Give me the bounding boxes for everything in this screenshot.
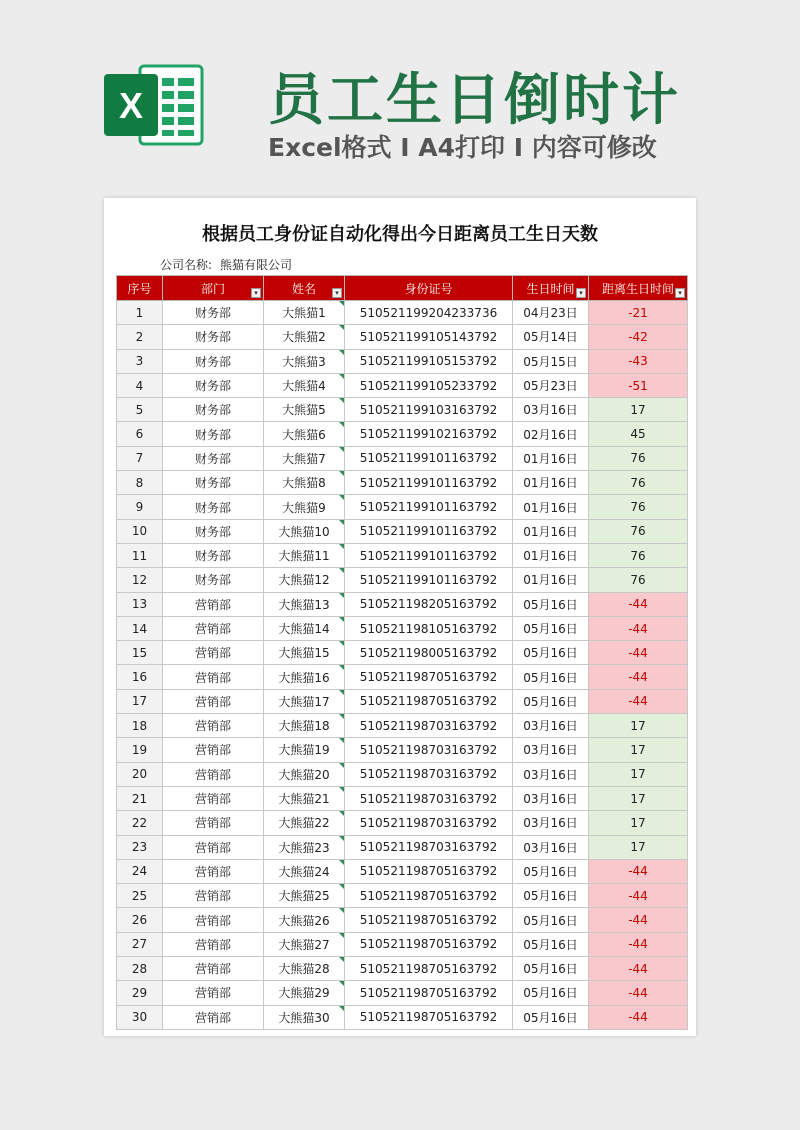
cell-no[interactable]: 3 (117, 349, 163, 373)
cell-birthday[interactable]: 01月16日 (513, 446, 589, 470)
table-row (117, 786, 688, 810)
cell-name[interactable]: 大熊猫22 (264, 811, 345, 835)
cell-id[interactable]: 510521198703163792 (345, 762, 513, 786)
cell-birthday[interactable]: 05月16日 (513, 689, 589, 713)
cell-no[interactable]: 2 (117, 325, 163, 349)
cell-name[interactable]: 大熊猫1 (264, 301, 345, 325)
cell-dept[interactable]: 财务部 (163, 422, 264, 446)
table-row (117, 957, 688, 981)
cell-dept[interactable]: 营销部 (163, 811, 264, 835)
table-row (117, 349, 688, 373)
table-row (117, 471, 688, 495)
cell-dept[interactable]: 营销部 (163, 616, 264, 640)
cell-no[interactable]: 17 (117, 689, 163, 713)
cell-dept[interactable]: 营销部 (163, 714, 264, 738)
cell-name[interactable]: 大熊猫24 (264, 859, 345, 883)
cell-birthday[interactable]: 05月16日 (513, 592, 589, 616)
cell-no[interactable]: 28 (117, 957, 163, 981)
cell-days[interactable]: 76 (589, 471, 688, 495)
cell-id[interactable]: 510521198705163792 (345, 689, 513, 713)
cell-name[interactable]: 大熊猫21 (264, 786, 345, 810)
table-row (117, 835, 688, 859)
page-subtitle: Excel格式 Ⅰ A4打印 Ⅰ 内容可修改 (268, 133, 657, 162)
cell-birthday[interactable]: 05月15日 (513, 349, 589, 373)
company-line (160, 256, 292, 273)
cell-days[interactable]: -21 (589, 301, 688, 325)
table-row (117, 592, 688, 616)
cell-name[interactable]: 大熊猫13 (264, 592, 345, 616)
cell-no[interactable]: 5 (117, 398, 163, 422)
filter-dropdown-icon[interactable]: ▾ (675, 288, 685, 298)
cell-birthday[interactable]: 01月16日 (513, 471, 589, 495)
cell-days[interactable]: -44 (589, 908, 688, 932)
cell-id[interactable]: 510521198705163792 (345, 665, 513, 689)
cell-no[interactable]: 6 (117, 422, 163, 446)
cell-birthday[interactable]: 01月16日 (513, 568, 589, 592)
cell-days[interactable]: 76 (589, 495, 688, 519)
cell-id[interactable]: 510521198703163792 (345, 786, 513, 810)
cell-dept[interactable]: 财务部 (163, 349, 264, 373)
cell-dept[interactable]: 营销部 (163, 859, 264, 883)
filter-dropdown-icon[interactable]: ▾ (576, 288, 586, 298)
cell-days[interactable]: -44 (589, 616, 688, 640)
cell-birthday[interactable]: 05月23日 (513, 373, 589, 397)
cell-name[interactable]: 大熊猫2 (264, 325, 345, 349)
cell-birthday[interactable]: 05月16日 (513, 957, 589, 981)
cell-name[interactable]: 大熊猫11 (264, 543, 345, 567)
cell-days[interactable]: 76 (589, 519, 688, 543)
table-row (117, 301, 688, 325)
cell-name[interactable]: 大熊猫7 (264, 446, 345, 470)
cell-id[interactable]: 510521199101163792 (345, 471, 513, 495)
cell-dept[interactable]: 营销部 (163, 665, 264, 689)
cell-birthday[interactable]: 05月14日 (513, 325, 589, 349)
cell-days[interactable]: -42 (589, 325, 688, 349)
page-title: 员工生日倒时计 (268, 68, 681, 133)
spreadsheet-sheet (104, 198, 696, 1036)
cell-id[interactable]: 510521199101163792 (345, 519, 513, 543)
cell-days[interactable]: 17 (589, 786, 688, 810)
cell-days[interactable]: -51 (589, 373, 688, 397)
cell-id[interactable]: 510521198703163792 (345, 811, 513, 835)
table-row (117, 568, 688, 592)
filter-dropdown-icon[interactable]: ▾ (251, 288, 261, 298)
cell-no[interactable]: 10 (117, 519, 163, 543)
table-row (117, 811, 688, 835)
cell-birthday[interactable]: 05月16日 (513, 859, 589, 883)
cell-no[interactable]: 12 (117, 568, 163, 592)
cell-dept[interactable]: 营销部 (163, 981, 264, 1005)
cell-dept[interactable]: 营销部 (163, 762, 264, 786)
table-row (117, 446, 688, 470)
cell-id[interactable]: 510521198705163792 (345, 957, 513, 981)
cell-dept[interactable]: 营销部 (163, 689, 264, 713)
cell-birthday[interactable]: 03月16日 (513, 835, 589, 859)
cell-no[interactable]: 25 (117, 884, 163, 908)
cell-dept[interactable]: 财务部 (163, 373, 264, 397)
cell-days[interactable]: 17 (589, 835, 688, 859)
cell-no[interactable]: 8 (117, 471, 163, 495)
cell-no[interactable]: 18 (117, 714, 163, 738)
cell-days[interactable]: 17 (589, 762, 688, 786)
cell-name[interactable]: 大熊猫20 (264, 762, 345, 786)
cell-birthday[interactable]: 03月16日 (513, 738, 589, 762)
cell-dept[interactable]: 营销部 (163, 932, 264, 956)
cell-id[interactable]: 510521198705163792 (345, 908, 513, 932)
cell-dept[interactable]: 财务部 (163, 301, 264, 325)
cell-name[interactable]: 大熊猫30 (264, 1005, 345, 1029)
cell-days[interactable]: 45 (589, 422, 688, 446)
cell-id[interactable]: 510521199105143792 (345, 325, 513, 349)
cell-birthday[interactable]: 05月16日 (513, 884, 589, 908)
cell-no[interactable]: 21 (117, 786, 163, 810)
cell-name[interactable]: 大熊猫29 (264, 981, 345, 1005)
cell-name[interactable]: 大熊猫16 (264, 665, 345, 689)
cell-dept[interactable]: 营销部 (163, 592, 264, 616)
cell-birthday[interactable]: 01月16日 (513, 495, 589, 519)
cell-days[interactable]: -44 (589, 689, 688, 713)
cell-no[interactable]: 15 (117, 641, 163, 665)
cell-dept[interactable]: 营销部 (163, 884, 264, 908)
table-row (117, 543, 688, 567)
cell-days[interactable]: -44 (589, 859, 688, 883)
table-row (117, 908, 688, 932)
cell-no[interactable]: 13 (117, 592, 163, 616)
cell-id[interactable]: 510521198205163792 (345, 592, 513, 616)
column-header-days[interactable]: 距离生日时间 ▾ (589, 276, 688, 301)
cell-name[interactable]: 大熊猫17 (264, 689, 345, 713)
cell-no[interactable]: 1 (117, 301, 163, 325)
cell-birthday[interactable]: 05月16日 (513, 932, 589, 956)
cell-birthday[interactable]: 05月16日 (513, 981, 589, 1005)
table-row (117, 884, 688, 908)
cell-birthday[interactable]: 01月16日 (513, 543, 589, 567)
cell-name[interactable]: 大熊猫5 (264, 398, 345, 422)
cell-dept[interactable]: 财务部 (163, 471, 264, 495)
cell-id[interactable]: 510521198705163792 (345, 859, 513, 883)
cell-id[interactable]: 510521198005163792 (345, 641, 513, 665)
cell-no[interactable]: 4 (117, 373, 163, 397)
cell-id[interactable]: 510521199105153792 (345, 349, 513, 373)
cell-birthday[interactable]: 05月16日 (513, 1005, 589, 1029)
cell-birthday[interactable]: 01月16日 (513, 519, 589, 543)
cell-name[interactable]: 大熊猫19 (264, 738, 345, 762)
cell-no[interactable]: 24 (117, 859, 163, 883)
cell-days[interactable]: -44 (589, 981, 688, 1005)
cell-days[interactable]: -44 (589, 641, 688, 665)
cell-name[interactable]: 大熊猫4 (264, 373, 345, 397)
cell-no[interactable]: 20 (117, 762, 163, 786)
cell-dept[interactable]: 财务部 (163, 519, 264, 543)
cell-name[interactable]: 大熊猫15 (264, 641, 345, 665)
cell-name[interactable]: 大熊猫26 (264, 908, 345, 932)
birthday-table (116, 275, 688, 1030)
cell-dept[interactable]: 财务部 (163, 495, 264, 519)
cell-id[interactable]: 510521198705163792 (345, 884, 513, 908)
cell-days[interactable]: 17 (589, 738, 688, 762)
cell-id[interactable]: 510521198105163792 (345, 616, 513, 640)
cell-dept[interactable]: 营销部 (163, 835, 264, 859)
cell-id[interactable]: 510521199101163792 (345, 568, 513, 592)
cell-name[interactable]: 大熊猫8 (264, 471, 345, 495)
cell-name[interactable]: 大熊猫25 (264, 884, 345, 908)
cell-name[interactable]: 大熊猫14 (264, 616, 345, 640)
cell-id[interactable]: 510521198703163792 (345, 738, 513, 762)
table-row (117, 981, 688, 1005)
column-header-id[interactable]: 身份证号 (345, 276, 513, 301)
cell-dept[interactable]: 营销部 (163, 641, 264, 665)
logo-letter: X (118, 85, 144, 126)
table-row (117, 665, 688, 689)
cell-name[interactable]: 大熊猫10 (264, 519, 345, 543)
cell-name[interactable]: 大熊猫12 (264, 568, 345, 592)
cell-days[interactable]: -44 (589, 592, 688, 616)
cell-no[interactable]: 16 (117, 665, 163, 689)
company-label: 公司名称: (160, 258, 213, 272)
cell-no[interactable]: 19 (117, 738, 163, 762)
cell-id[interactable]: 510521199101163792 (345, 543, 513, 567)
cell-dept[interactable]: 财务部 (163, 398, 264, 422)
table-row (117, 616, 688, 640)
cell-birthday[interactable]: 03月16日 (513, 714, 589, 738)
cell-no[interactable]: 22 (117, 811, 163, 835)
table-row (117, 714, 688, 738)
cell-dept[interactable]: 营销部 (163, 957, 264, 981)
cell-days[interactable]: -44 (589, 665, 688, 689)
table-row (117, 495, 688, 519)
cell-dept[interactable]: 营销部 (163, 738, 264, 762)
cell-birthday[interactable]: 04月23日 (513, 301, 589, 325)
cell-days[interactable]: 76 (589, 543, 688, 567)
filter-dropdown-icon[interactable]: ▾ (332, 288, 342, 298)
cell-days[interactable]: 17 (589, 811, 688, 835)
cell-id[interactable]: 510521198703163792 (345, 714, 513, 738)
cell-no[interactable]: 11 (117, 543, 163, 567)
table-row (117, 398, 688, 422)
cell-birthday[interactable]: 02月16日 (513, 422, 589, 446)
cell-name[interactable]: 大熊猫27 (264, 932, 345, 956)
cell-no[interactable]: 27 (117, 932, 163, 956)
cell-dept[interactable]: 财务部 (163, 543, 264, 567)
table-row (117, 738, 688, 762)
table-row (117, 373, 688, 397)
column-header-no[interactable]: 序号 (117, 276, 163, 301)
table-row (117, 859, 688, 883)
cell-dept[interactable]: 财务部 (163, 325, 264, 349)
column-header-name[interactable]: 姓名 ▾ (264, 276, 345, 301)
cell-birthday[interactable]: 05月16日 (513, 641, 589, 665)
cell-id[interactable]: 510521198705163792 (345, 932, 513, 956)
cell-no[interactable]: 7 (117, 446, 163, 470)
cell-name[interactable]: 大熊猫18 (264, 714, 345, 738)
company-name: 熊猫有限公司 (220, 258, 293, 272)
cell-days[interactable]: -43 (589, 349, 688, 373)
cell-days[interactable]: 17 (589, 714, 688, 738)
cell-dept[interactable]: 财务部 (163, 446, 264, 470)
table-row (117, 932, 688, 956)
cell-name[interactable]: 大熊猫9 (264, 495, 345, 519)
cell-birthday[interactable]: 03月16日 (513, 398, 589, 422)
table-row (117, 641, 688, 665)
cell-birthday[interactable]: 05月16日 (513, 665, 589, 689)
excel-logo-icon (104, 62, 204, 148)
cell-id[interactable]: 510521199105233792 (345, 373, 513, 397)
cell-days[interactable]: 76 (589, 446, 688, 470)
cell-id[interactable]: 510521199102163792 (345, 422, 513, 446)
cell-id[interactable]: 510521199204233736 (345, 301, 513, 325)
cell-name[interactable]: 大熊猫23 (264, 835, 345, 859)
cell-days[interactable]: -44 (589, 1005, 688, 1029)
cell-days[interactable]: -44 (589, 932, 688, 956)
cell-dept[interactable]: 财务部 (163, 568, 264, 592)
cell-id[interactable]: 510521199101163792 (345, 446, 513, 470)
table-row (117, 519, 688, 543)
cell-no[interactable]: 9 (117, 495, 163, 519)
cell-dept[interactable]: 营销部 (163, 1005, 264, 1029)
cell-id[interactable]: 510521198703163792 (345, 835, 513, 859)
cell-days[interactable]: 17 (589, 398, 688, 422)
cell-birthday[interactable]: 03月16日 (513, 786, 589, 810)
cell-id[interactable]: 510521198705163792 (345, 1005, 513, 1029)
cell-days[interactable]: -44 (589, 884, 688, 908)
cell-name[interactable]: 大熊猫28 (264, 957, 345, 981)
table-row (117, 422, 688, 446)
table-row (117, 1005, 688, 1029)
table-row (117, 325, 688, 349)
cell-dept[interactable]: 营销部 (163, 908, 264, 932)
sheet-title: 根据员工身份证自动化得出今日距离员工生日天数 (202, 224, 598, 245)
cell-birthday[interactable]: 05月16日 (513, 616, 589, 640)
cell-id[interactable]: 510521198705163792 (345, 981, 513, 1005)
cell-no[interactable]: 30 (117, 1005, 163, 1029)
cell-no[interactable]: 23 (117, 835, 163, 859)
cell-days[interactable]: -44 (589, 957, 688, 981)
table-row (117, 689, 688, 713)
cell-id[interactable]: 510521199101163792 (345, 495, 513, 519)
table-header-row (117, 276, 688, 301)
column-header-dept[interactable]: 部门 ▾ (163, 276, 264, 301)
cell-birthday[interactable]: 03月16日 (513, 762, 589, 786)
table-row (117, 762, 688, 786)
cell-no[interactable]: 29 (117, 981, 163, 1005)
cell-name[interactable]: 大熊猫6 (264, 422, 345, 446)
cell-no[interactable]: 14 (117, 616, 163, 640)
column-header-birthday[interactable]: 生日时间 ▾ (513, 276, 589, 301)
cell-days[interactable]: 76 (589, 568, 688, 592)
cell-name[interactable]: 大熊猫3 (264, 349, 345, 373)
cell-birthday[interactable]: 05月16日 (513, 908, 589, 932)
cell-birthday[interactable]: 03月16日 (513, 811, 589, 835)
cell-dept[interactable]: 营销部 (163, 786, 264, 810)
cell-no[interactable]: 26 (117, 908, 163, 932)
cell-id[interactable]: 510521199103163792 (345, 398, 513, 422)
